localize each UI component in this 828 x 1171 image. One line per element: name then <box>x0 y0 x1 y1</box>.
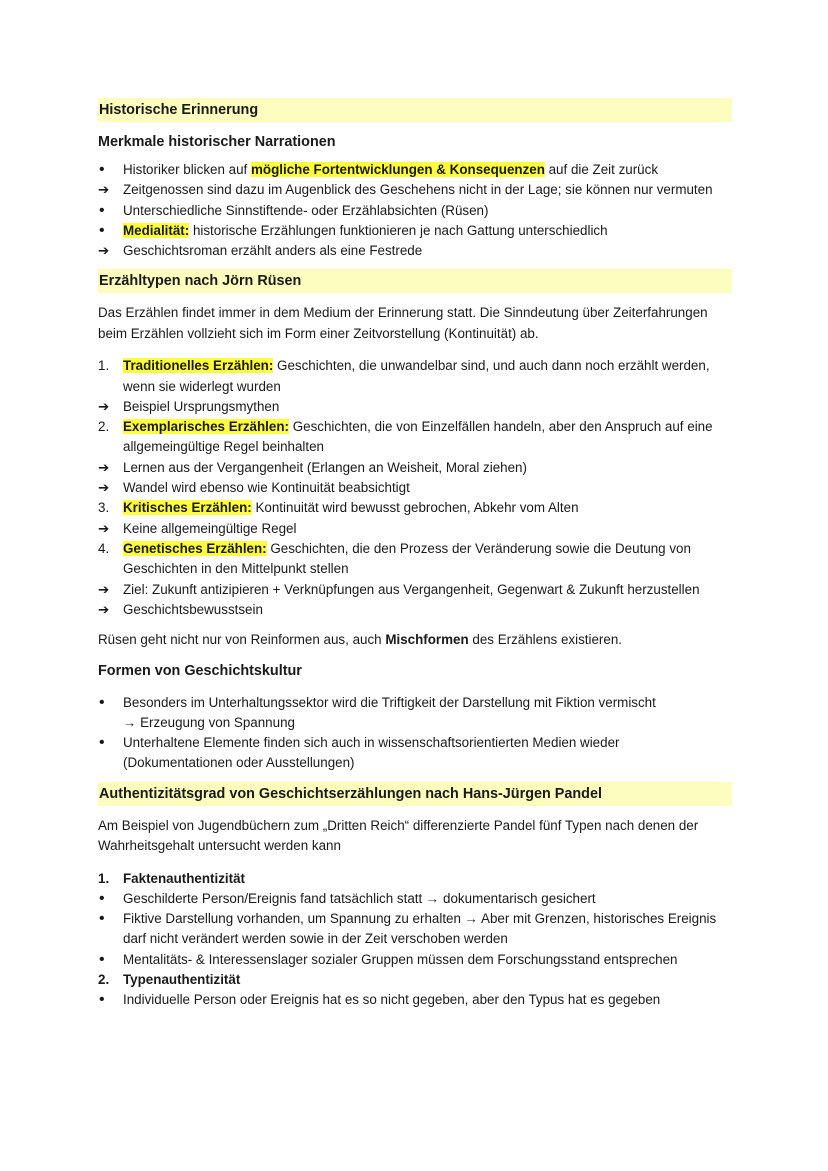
list-item: ➔ Keine allgemeingültige Regel <box>98 519 732 539</box>
list-item: ➔ Beispiel Ursprungsmythen <box>98 397 732 417</box>
arrow-icon: ➔ <box>98 480 110 496</box>
bullet-marker: • <box>99 734 105 752</box>
highlighted-term: Kritisches Erzählen: <box>123 500 252 516</box>
numbered-item: 1. Traditionelles Erzählen: Geschichten, die unwandelbar sind, und auch dann noch erzählt werden, wenn sie widerlegt wurden <box>98 358 710 394</box>
section-heading-geschichtskultur: Formen von Geschichtskultur <box>98 662 302 679</box>
list-item: • Individuelle Person oder Ereignis hat es so nicht gegeben, aber den Typus hat es gegeben <box>98 990 732 1010</box>
intro-paragraph: Am Beispiel von Jugendbüchern zum „Dritten Reich“ differenzierte Pandel fünf Typen nach denen der Wahrheitsgehalt untersucht werden kann <box>98 817 699 854</box>
bullet-marker: • <box>99 201 105 219</box>
bullet-marker: • <box>99 910 105 928</box>
number-marker: 1. <box>98 870 110 886</box>
numbered-item: 3. Kritisches Erzählen: Kontinuität wird bewusst gebrochen, Abkehr vom Alten <box>98 498 732 518</box>
list-item: ➔ Lernen aus der Vergangenheit (Erlangen an Weisheit, Moral ziehen) <box>98 458 732 478</box>
list-item: ➔ Geschichtsbewusstsein <box>98 600 732 620</box>
numbered-item: 2. Typenauthentizität <box>98 970 732 990</box>
section-heading-erzaehltypen: Erzähltypen nach Jörn Rüsen <box>98 269 732 293</box>
list-item: • Besonders im Unterhaltungssektor wird die Triftigkeit der Darstellung mit Fiktion vermischt → Erzeugung von Spannung <box>99 693 656 730</box>
list-item: • Medialität: historische Erzählungen funktionieren je nach Gattung unterschiedlich <box>98 221 732 241</box>
list-item: • Unterschiedliche Sinnstiftende- oder Erzählabsichten (Rüsen) <box>98 201 732 221</box>
list-item: • Fiktive Darstellung vorhanden, um Spannung zu erhalten → Aber mit Grenzen, historisches Ereignis darf nicht verändert werden sowie in der Zeit verschoben werden <box>99 910 717 947</box>
list-item: • Unterhaltene Elemente finden sich auch in wissenschaftsorientierten Medien wieder (Dokumentationen oder Ausstellungen) <box>99 734 620 771</box>
document-content <box>98 98 732 1011</box>
arrow-icon: ➔ <box>98 581 110 597</box>
arrow-icon: ➔ <box>98 243 110 259</box>
arrow-icon: ➔ <box>98 398 110 414</box>
intro-paragraph: Das Erzählen findet immer in dem Medium der Erinnerung statt. Die Sinndeutung über Zeiterfahrungen beim Erzählen vollzieht sich im Form einer Zeitvorstellung (Kontinuität) ab. <box>98 305 708 341</box>
list-item: ➔ Geschichtsroman erzählt anders als eine Festrede <box>98 241 732 261</box>
number-marker: 4. <box>98 540 110 556</box>
number-marker: 1. <box>98 358 110 374</box>
number-marker: 2. <box>98 419 110 435</box>
highlighted-term: Exemplarisches Erzählen: <box>123 419 289 435</box>
highlighted-term: mögliche Fortentwicklungen & Konsequenzen <box>251 162 545 177</box>
list-item: ➔ Ziel: Zukunft antizipieren + Verknüpfungen aus Vergangenheit, Gegenwart & Zukunft herzustellen <box>98 580 732 600</box>
highlighted-term: Genetisches Erzählen: <box>123 540 267 556</box>
list-item: • Historiker blicken auf mögliche Fortentwicklungen & Konsequenzen auf die Zeit zurück <box>98 160 732 180</box>
bullet-marker: • <box>99 221 105 239</box>
document-title: Historische Erinnerung <box>98 98 732 122</box>
arrow-icon: ➔ <box>98 601 110 617</box>
list-item: ➔ Wandel wird ebenso wie Kontinuität beabsichtigt <box>98 478 732 498</box>
list-item: • Mentalitäts- & Interessenslager sozialer Gruppen müssen dem Forschungsstand entsprechen <box>98 950 732 970</box>
number-marker: 2. <box>98 972 110 988</box>
numbered-item: 1. Faktenauthentizität <box>98 869 732 889</box>
arrow-icon: ➔ <box>98 520 110 536</box>
section-heading-authentizitaet: Authentizitätsgrad von Geschichtserzählungen nach Hans-Jürgen Pandel <box>98 782 732 806</box>
number-marker: 3. <box>98 500 110 516</box>
bullet-marker: • <box>99 161 105 178</box>
bold-term: Mischformen <box>385 632 469 648</box>
highlighted-term: Traditionelles Erzählen: <box>123 358 274 374</box>
list-item: ➔ Zeitgenossen sind dazu im Augenblick des Geschehens nicht in der Lage; sie können nur vermuten <box>98 180 732 200</box>
bullet-marker: • <box>99 889 105 907</box>
numbered-item: 2. Exemplarisches Erzählen: Geschichten, die von Einzelfällen handeln, aber den Anspruch auf eine allgemeingültige Regel beinhalten <box>98 419 713 455</box>
bullet-marker: • <box>99 991 105 1009</box>
section-heading-narrationen: Merkmale historischer Narrationen <box>98 134 336 150</box>
bullet-marker: • <box>99 950 105 968</box>
highlighted-term: Medialität: <box>123 222 190 238</box>
list-item: • Geschilderte Person/Ereignis fand tatsächlich statt → dokumentarisch gesichert <box>98 889 732 909</box>
arrow-icon: ➔ <box>98 182 110 198</box>
numbered-item: 4. Genetisches Erzählen: Geschichten, die den Prozess der Veränderung sowie die Deutung von Geschichten in den Mittelpunkt stellen <box>98 540 691 577</box>
outro-paragraph: Rüsen geht nicht nur von Reinformen aus, auch Mischformen des Erzählens existieren. <box>98 632 622 648</box>
bullet-marker: • <box>99 693 105 711</box>
arrow-icon: ➔ <box>98 459 110 475</box>
